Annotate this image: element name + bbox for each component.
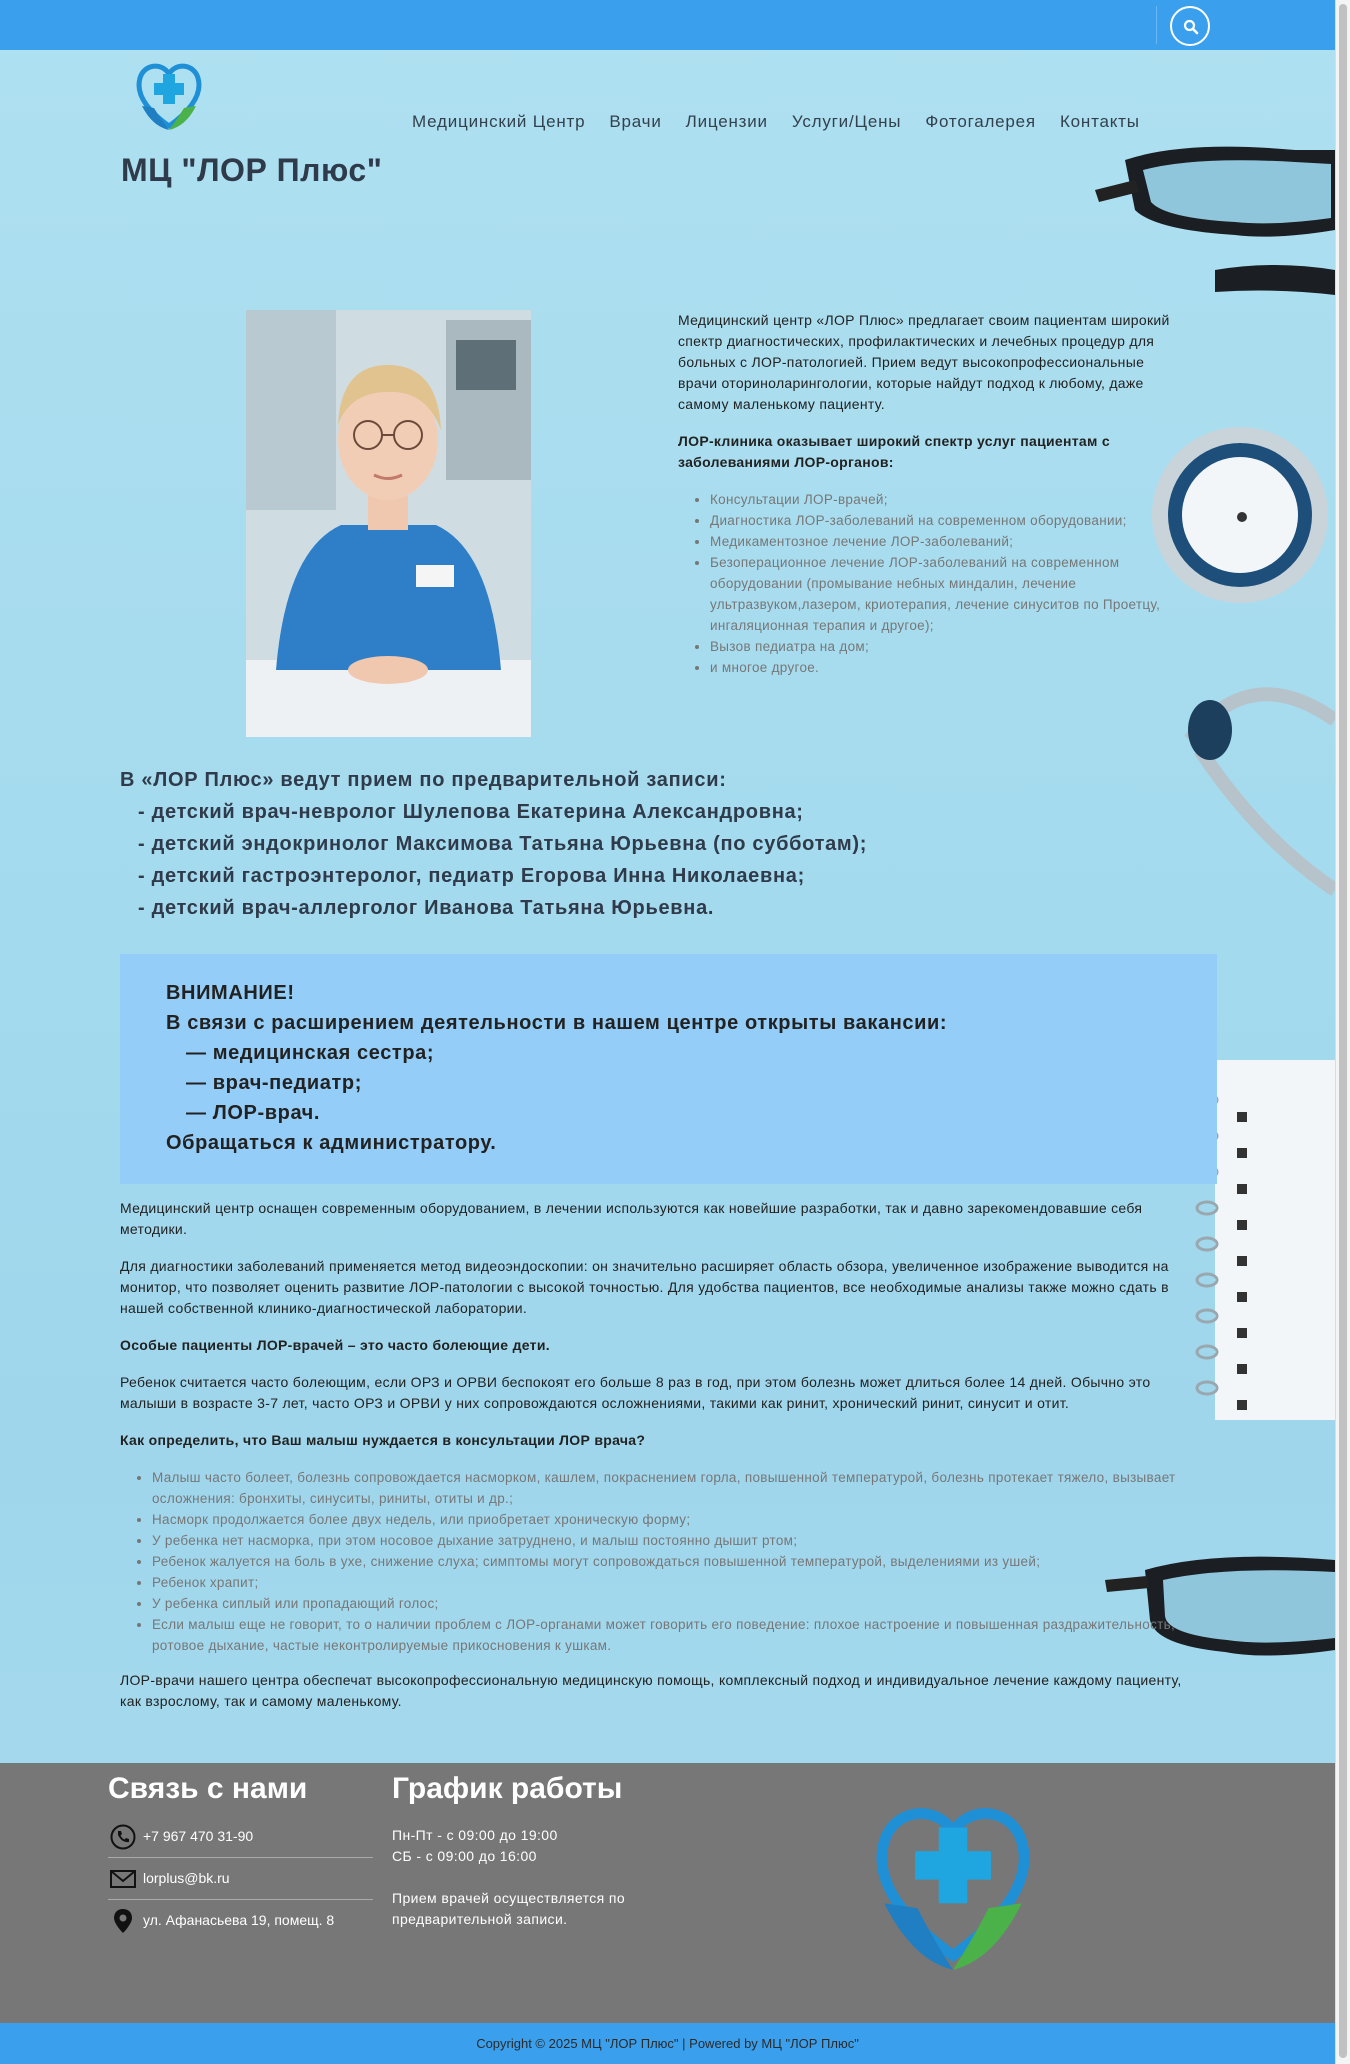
location-pin-icon xyxy=(110,1908,136,1934)
list-item: — ЛОР-врач. xyxy=(186,1102,321,1124)
nav-item-gallery[interactable]: Фотогалерея xyxy=(925,112,1036,131)
copyright-bar xyxy=(0,2023,1335,2064)
content-paragraph: ЛОР-врачи нашего центра обеспечат высокопрофессиональную медицинскую помощь, комплексный подход и индивидуальное лечение каждому пациенту, как взрослому, так и самому маленькому. xyxy=(120,1672,1182,1709)
content-subheading: Особые пациенты ЛОР-врачей – это часто болеющие дети. xyxy=(120,1337,550,1353)
email-row[interactable] xyxy=(108,1858,373,1900)
notice-title: ВНИМАНИЕ! xyxy=(166,982,295,1004)
logo[interactable] xyxy=(134,56,204,134)
list-item: — врач-педиатр; xyxy=(186,1072,362,1094)
content-paragraph: Медицинский центр оснащен современным оборудованием, в лечении используются как новейшие разработки, так и давно зарекомендовавшие себя методики. xyxy=(120,1200,1143,1237)
list-item: - детский эндокринолог Максимова Татьяна Юрьевна (по субботам); xyxy=(138,833,868,855)
address-text: ул. Афанасьева 19, помещ. 8 xyxy=(143,1912,335,1928)
main-nav xyxy=(400,112,1152,132)
nav-item-contacts[interactable]: Контакты xyxy=(1059,112,1140,131)
services-list xyxy=(710,489,1178,678)
phone-row[interactable] xyxy=(108,1816,373,1858)
appointments-section xyxy=(120,764,867,924)
glasses-decoration xyxy=(1095,120,1335,310)
top-bar xyxy=(0,0,1335,50)
phone-icon xyxy=(110,1824,136,1850)
list-item: • У ребенка нет насморка, при этом носовое дыхание затруднено, и малыш постоянно дышит ртом; xyxy=(152,1530,1200,1551)
services-heading: ЛОР-клиника оказывает широкий спектр услуг пациентам с заболеваниями ЛОР-органов: xyxy=(678,433,1110,470)
doctor-photo xyxy=(246,310,531,737)
scrollbar[interactable] xyxy=(1335,0,1350,2064)
list-item: - детский врач-аллерголог Иванова Татьяна Юрьевна. xyxy=(138,897,715,919)
mail-icon xyxy=(110,1866,136,1892)
list-item: • и многое другое. xyxy=(710,657,1178,678)
vacancy-notice xyxy=(120,954,1217,1184)
nav-item-services-prices[interactable]: Услуги/Цены xyxy=(791,112,902,131)
content-paragraph: Ребенок считается часто болеющим, если ОРЗ и ОРВИ беспокоят его больше 8 раз в год, при этом болезнь может длиться более 14 дней. Обычно это малыши в возрасте 3-7 лет, часто ОРЗ и ОРВИ у них сопровождаются осложнениями, такими как ринит, хронический ринит, синусит и отит. xyxy=(120,1374,1151,1411)
site-title[interactable]: МЦ "ЛОР Плюс" xyxy=(121,152,383,188)
appointments-heading: В «ЛОР Плюс» ведут прием по предварительной записи: xyxy=(120,769,727,791)
content-subheading: Как определить, что Ваш малыш нуждается в консультации ЛОР врача? xyxy=(120,1432,646,1448)
list-item: • Ребенок храпит; xyxy=(152,1572,1200,1593)
address-row xyxy=(108,1900,373,1942)
email-address[interactable]: lorplus@bk.ru xyxy=(143,1870,230,1886)
list-item: • Диагностика ЛОР-заболеваний на современном оборудовании; xyxy=(710,510,1178,531)
list-item: • Насморк продолжается более двух недель, или приобретает хроническую форму; xyxy=(152,1509,1200,1530)
schedule-title: График работы xyxy=(392,1772,623,1805)
nav-item-medical-center[interactable]: Медицинский Центр xyxy=(412,112,586,131)
list-item: • Если малыш еще не говорит, то о наличии проблем с ЛОР-органами может говорить его поведение: плохое настроение и повышенная раздражительность, ротовое дыхание, частые неконтролируемые прикосновения к ушкам. xyxy=(152,1614,1200,1656)
content-paragraph: Для диагностики заболеваний применяется метод видеоэндоскопии: он значительно расширяет область обзора, увеличенное изображение выводится на монитор, что позволяет оценить развитие ЛОР-патологии с высокой точностью. Для удобства пациентов, все необходимые анализы также можно сдать в нашей собственной клинико-диагностической лаборатории. xyxy=(120,1258,1169,1316)
copyright-text: Copyright © 2025 МЦ "ЛОР Плюс" | Powered by МЦ "ЛОР Плюс" xyxy=(476,2036,859,2051)
search-button[interactable] xyxy=(1170,6,1210,46)
scrollbar-thumb[interactable] xyxy=(1339,4,1347,2058)
schedule-saturday: СБ - с 09:00 до 16:00 xyxy=(392,1848,537,1864)
list-item: • Медикаментозное лечение ЛОР-заболеваний; xyxy=(710,531,1178,552)
top-bar-divider xyxy=(1156,6,1157,44)
footer-logo xyxy=(870,1787,1036,1977)
nav-item-doctors[interactable]: Врачи xyxy=(609,112,662,131)
list-item: • Малыш часто болеет, болезнь сопровождается насморком, кашлем, покраснением горла, повышенной температурой, болезнь протекает тяжело, вызывает осложнения: бронхиты, синуситы, риниты, отиты и др.; xyxy=(152,1467,1200,1509)
notice-contact: Обращаться к администратору. xyxy=(166,1132,497,1154)
schedule-block xyxy=(392,1825,662,1930)
intro-paragraph: Медицинский центр «ЛОР Плюс» предлагает своим пациентам широкий спектр диагностических, профилактических и лечебных процедур для больных с ЛОР-патологией. Прием ведут высокопрофессиональные врачи оториноларингологии, которые найдут подход к любому, даже самому маленькому пациенту. xyxy=(678,312,1170,412)
phone-number[interactable]: +7 967 470 31-90 xyxy=(143,1828,254,1844)
intro-section xyxy=(678,310,1178,678)
list-item: • Безоперационное лечение ЛОР-заболеваний на современном оборудовании (промывание небных миндалин, лечение ультразвуком,лазером, криотерапия, лечение синуситов по Проетцу, ингаляционная терапия и другое); xyxy=(710,552,1178,636)
list-item: • Консультации ЛОР-врачей; xyxy=(710,489,1178,510)
contact-title: Связь с нами xyxy=(108,1772,308,1805)
list-item: — медицинская сестра; xyxy=(186,1042,435,1064)
main-content xyxy=(120,1198,1200,1728)
search-icon xyxy=(1183,19,1199,35)
signs-list xyxy=(152,1467,1200,1656)
list-item: • Вызов педиатра на дом; xyxy=(710,636,1178,657)
notice-line: В связи с расширением деятельности в нашем центре открыты вакансии: xyxy=(166,1012,948,1034)
schedule-note: Прием врачей осуществляется по предварительной записи. xyxy=(392,1890,626,1927)
list-item: - детский гастроэнтеролог, педиатр Егорова Инна Николаевна; xyxy=(138,865,805,887)
nav-item-licenses[interactable]: Лицензии xyxy=(685,112,768,131)
list-item: - детский врач-невролог Шулепова Екатерина Александровна; xyxy=(138,801,804,823)
list-item: • Ребенок жалуется на боль в ухе, снижение слуха; симптомы могут сопровождаться повышенной температурой, выделениями из ушей; xyxy=(152,1551,1200,1572)
schedule-weekdays: Пн-Пт - с 09:00 до 19:00 xyxy=(392,1827,558,1843)
list-item: • У ребенка сиплый или пропадающий голос; xyxy=(152,1593,1200,1614)
